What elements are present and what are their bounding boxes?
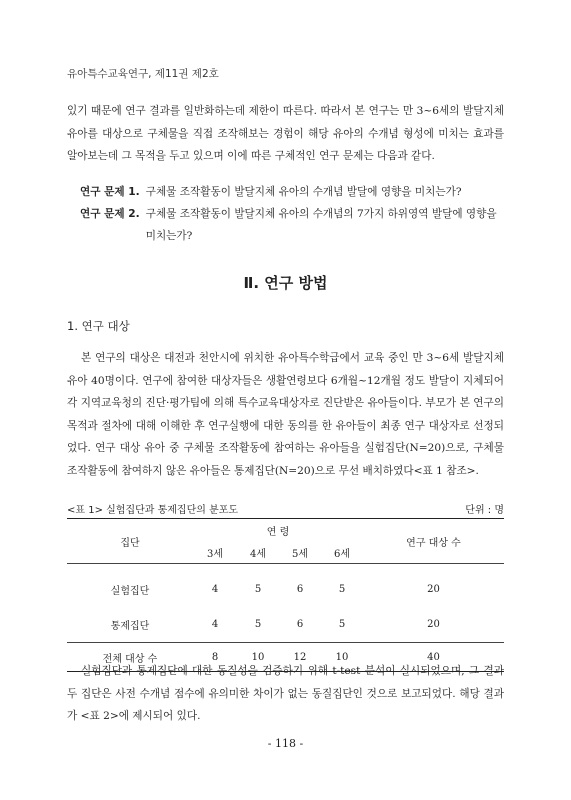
summary-value: 10 <box>237 643 279 672</box>
research-question-text: 구체물 조작활동이 발달지체 유아의 수개념의 7가지 하위영역 발달에 영향을 미치는가? <box>145 208 497 242</box>
row-group: 실험집단 <box>67 564 193 607</box>
table-header-row <box>67 519 504 542</box>
table-row <box>67 606 504 643</box>
header-age-6: 6세 <box>333 548 351 560</box>
header-total: 연구 대상 수 <box>363 519 504 564</box>
row-group: 통제집단 <box>110 620 150 632</box>
row-value: 6 <box>279 564 321 607</box>
research-question-1 <box>80 181 510 203</box>
table-unit: 단위 : 명 <box>465 505 504 516</box>
row-value: 5 <box>237 564 279 607</box>
header-group: 집단 <box>67 519 193 564</box>
row-value: 4 <box>211 618 219 630</box>
row-value: 5 <box>254 618 262 630</box>
row-value: 5 <box>338 618 346 630</box>
row-total: 20 <box>363 564 504 607</box>
research-question-label: 연구 문제 2. <box>80 208 140 220</box>
header-age-4: 4세 <box>249 548 267 560</box>
table-row <box>67 564 504 607</box>
section-title: Ⅱ. 연구 방법 <box>243 274 328 292</box>
header-age: 연 령 <box>193 519 363 542</box>
row-total: 20 <box>427 618 440 630</box>
summary-value: 8 <box>193 643 237 672</box>
summary-total: 40 <box>363 643 504 672</box>
table-caption: <표 1> 실험집단과 통제집단의 분포도 <box>67 505 239 516</box>
row-value: 6 <box>296 618 304 630</box>
running-head: 유아특수교육연구, 제11권 제2호 <box>67 68 219 80</box>
research-question-label: 연구 문제 1. <box>80 186 140 198</box>
research-question-2 <box>80 203 510 247</box>
page-number: - 118 - <box>267 737 304 750</box>
intro-paragraph: 있기 때문에 연구 결과를 일반화하는데 제한이 따른다. 따라서 본 연구는 만 3~6세의 발달지체 유아를 대상으로 구체물을 직접 조작해보는 경험이 해당 유아의 수개념 형성에 미치는 효과를 알아보는데 그 목적을 두고 있으며 이에 따른 구체적인 연구 문제는 다음과 같다. <box>67 105 504 162</box>
header-age-5: 5세 <box>291 548 309 560</box>
subsection-title: 1. 연구 대상 <box>67 319 130 333</box>
distribution-table <box>67 518 504 672</box>
summary-group: 전체 대상 수 <box>67 643 193 672</box>
research-question-text: 구체물 조작활동이 발달지체 유아의 수개념 발달에 영향을 미치는가? <box>145 186 462 198</box>
summary-value: 10 <box>321 643 363 672</box>
row-value: 4 <box>193 564 237 607</box>
subjects-paragraph: 본 연구의 대상은 대전과 천안시에 위치한 유아특수학급에서 교육 중인 만 3~6세 발달지체유아 40명이다. 연구에 참여한 대상자들은 생활연령보다 6개월~12개월 정도 발달이 지체되어 각 지역교육청의 진단·평가팀에 의해 특수교육대상자로 진단받은 유아들이다. 부모가 본 연구의 목적과 절차에 대해 이해한 후 연구실행에 대한 동의를 한 유아들이 최종 연구 대상자로 선정되었다. 연구 대상 유아 중 구체물 조작활동에 참여하는 유아들을 실험집단(N=20)으로, 구체물 조작활동에 참여하지 않은 유아들은 통제집단(N=20)으로 무선 배치하였다<표 1 참조>. <box>67 352 504 477</box>
row-value: 5 <box>321 564 363 607</box>
homogeneity-paragraph: 실험집단과 통제집단에 대한 동질성을 검증하기 위해 t-test 분석이 실시되었으며, 그 결과 두 집단은 사전 수개념 점수에 유의미한 차이가 없는 동질집단인 것으로 보고되었다. 해당 결과가 <표 2>에 제시되어 있다. <box>67 665 504 722</box>
header-age-3: 3세 <box>206 548 224 560</box>
summary-value: 12 <box>279 643 321 672</box>
research-questions <box>80 181 510 247</box>
